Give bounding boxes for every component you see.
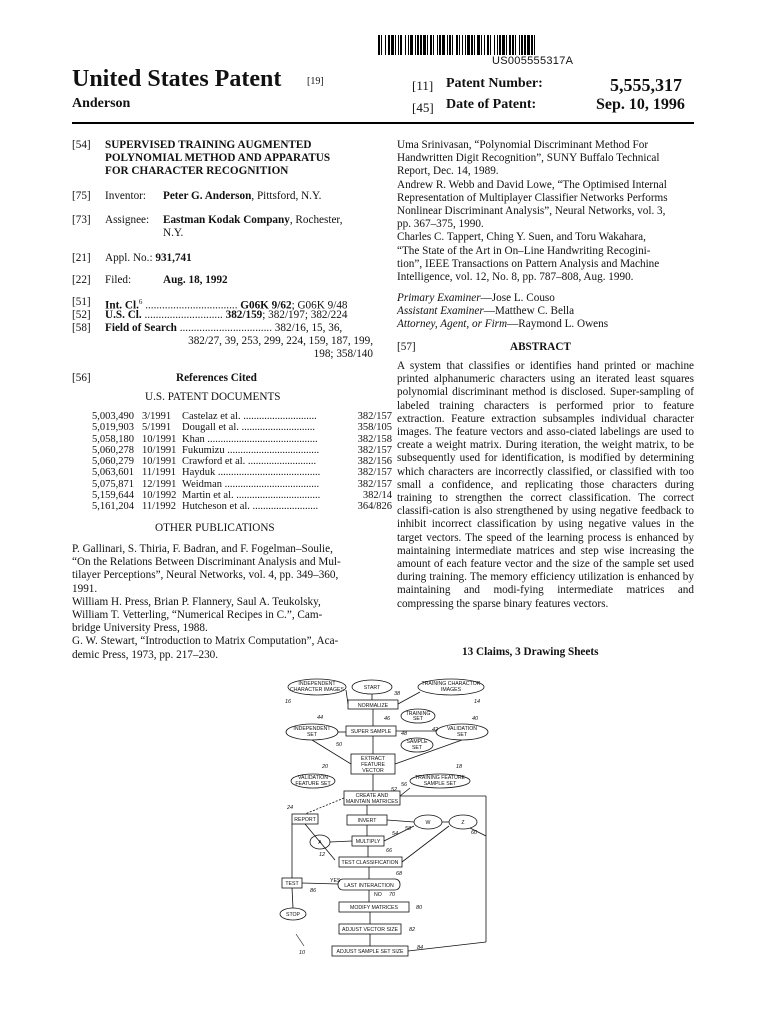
search-field: Field of Search ................................. 382/16, 15, 36, [105, 322, 343, 334]
reference-cell: 12/1991 [142, 478, 177, 490]
publication-line: Handwritten Digit Recognition”, SUNY Buffalo Technical [397, 152, 660, 165]
reference-cell: 5,159,644 [92, 490, 134, 502]
reference-cell: 5/1991 [142, 422, 172, 434]
sample-set-label-1: SAMPLE [406, 739, 428, 745]
patent-number-label: Patent Number: [446, 76, 543, 91]
publication-line: pp. 367–375, 1990. [397, 218, 484, 231]
reference-cell: 10/1991 [142, 433, 177, 445]
reference-cell: Castelaz et al. ............................ [182, 411, 317, 422]
reference-row [92, 445, 392, 456]
reference-cell: 382/158 [357, 433, 392, 445]
header-rule [72, 122, 694, 124]
ref-66: 66 [386, 848, 393, 854]
adjust-vector-label: ADJUST VECTOR SIZE [341, 927, 399, 933]
search-field-line-2: 382/27, 39, 253, 299, 224, 159, 187, 199, [188, 335, 373, 347]
uscl-field: U.S. Cl. ............................ 382/159; 382/197; 382/224 [105, 309, 348, 321]
other-publications-heading: OTHER PUBLICATIONS [155, 522, 275, 534]
publication-line: Nonlinear Discriminant Analysis”, Neural Networks, vol. 3, [397, 205, 666, 218]
publication-line: Report, Dec. 14, 1989. [397, 165, 499, 178]
training-feature-label-1: TRAINING FEATURE [414, 775, 466, 781]
patent-title-heading: United States Patent [72, 66, 282, 92]
publication-line: tilayer Perceptions”, Neural Networks, vol. 4, pp. 349–360, [72, 569, 339, 582]
publication-line: bridge University Press, 1988. [72, 622, 208, 635]
multiply-label: MULTIPLY [355, 839, 381, 845]
independent-set-label-1: INDEPENDENT [293, 726, 331, 732]
publication-line: P. Gallinari, S. Thiria, F. Badran, and F. Fogelman–Soulie, [72, 543, 333, 555]
reference-cell: 5,060,278 [92, 444, 134, 456]
z-label: Z [461, 820, 465, 826]
ref-56: 56 [401, 782, 408, 788]
other-publications-left [72, 543, 374, 662]
ref-16: 16 [285, 699, 292, 705]
training-images-label-2: IMAGES [440, 687, 462, 693]
publication-line: Representation of Multiplayer Classifier Networks Performs [397, 191, 668, 204]
reference-cell: 11/1991 [142, 467, 177, 479]
assignee-field-label: Assignee: [105, 214, 150, 226]
references-heading: References Cited [176, 372, 257, 384]
extract-feature-label-3: VECTOR [362, 768, 384, 774]
training-feature-label-2: SAMPLE SET [423, 781, 457, 787]
barcode [378, 35, 690, 55]
reference-cell: 11/1992 [142, 501, 177, 513]
ref-46: 46 [384, 716, 391, 722]
invention-title-line-1: SUPERVISED TRAINING AUGMENTED [105, 139, 312, 151]
publication-line: demic Press, 1973, pp. 217–230. [72, 648, 219, 661]
publication-line: “The State of the Art in On–Line Handwriting Recogini- [397, 244, 651, 257]
reference-cell: 358/105 [357, 422, 392, 434]
ref-84: 84 [417, 945, 424, 951]
ref-42: 42 [432, 727, 439, 733]
validation-set-label-1: VALIDATION [446, 726, 478, 732]
reference-cell: Martin et al. ................................ [182, 490, 321, 502]
test-label: TEST [285, 881, 299, 887]
ref-38: 38 [394, 691, 401, 697]
start-label: START [363, 685, 381, 691]
ref-82: 82 [409, 927, 416, 933]
test-classification-label: TEST CLASSIFICATION [341, 860, 399, 866]
other-publications-right [397, 139, 694, 284]
reference-cell: 382/157 [357, 411, 392, 422]
independent-set-label-2: SET [306, 732, 318, 738]
search-field-code: [58] [72, 322, 91, 334]
assignee-field-code: [73] [72, 214, 91, 226]
ref-48: 48 [401, 731, 408, 737]
filed-field-code: [22] [72, 274, 91, 286]
training-set-label-1: TRAINING [405, 711, 431, 717]
patent-number: 5,555,317 [610, 75, 682, 95]
date-code: [45] [412, 100, 434, 115]
ref-68: 68 [396, 871, 403, 877]
patent-number-code: [11] [412, 78, 434, 93]
primary-examiner: Primary Examiner—Jose L. Couso [397, 292, 555, 304]
publication-line: Uma Srinivasan, “Polynomial Discriminant Method For [397, 139, 649, 151]
assistant-examiner: Assistant Examiner—Matthew C. Bella [397, 305, 575, 317]
reference-row [92, 490, 392, 501]
independent-images-label-2: CHARACTER IMAGES [290, 687, 344, 693]
intcl-field-code: [51] [72, 296, 91, 308]
adjust-sample-label: ADJUST SAMPLE SET SIZE [336, 949, 404, 955]
extract-feature-label-1: EXTRACT [360, 756, 386, 762]
appl-field-code: [21] [72, 252, 91, 264]
reference-cell: 5,063,601 [92, 467, 134, 479]
reference-cell: Weidman .................................... [182, 478, 320, 490]
references-code: [56] [72, 372, 91, 384]
reference-cell: 5,058,180 [92, 433, 134, 445]
ref-58: 58 [405, 826, 412, 832]
reference-cell: 10/1992 [142, 490, 177, 502]
abstract-heading: ABSTRACT [510, 341, 571, 353]
reference-cell: Hutcheson et al. ......................... [182, 501, 319, 513]
inventor-field-code: [75] [72, 190, 91, 202]
reference-row [92, 456, 392, 467]
no-label: NO [374, 892, 382, 898]
patent-date: Sep. 10, 1996 [596, 96, 685, 113]
filed-field-value: Aug. 18, 1992 [163, 274, 228, 286]
w-label: W [425, 820, 431, 826]
flowchart-figure [270, 672, 500, 964]
invention-title-line-3: FOR CHARACTER RECOGNITION [105, 165, 289, 177]
reference-cell: Khan .......................................... [182, 433, 318, 445]
modify-matrices-label: MODIFY MATRICES [350, 905, 398, 911]
ref-52: 52 [391, 787, 398, 793]
reference-cell: 382/156 [357, 456, 392, 468]
ref-80: 80 [416, 905, 423, 911]
reference-cell: 382/14 [362, 490, 392, 502]
publication-line: “On the Relations Between Discriminant Analysis and Mul- [72, 556, 341, 569]
title-code: [19] [307, 76, 324, 87]
create-matrices-label-2: MAINTAIN MATRICES [345, 799, 399, 805]
us-patent-documents-heading: U.S. PATENT DOCUMENTS [145, 391, 281, 403]
reference-cell: Dougall et al. ............................ [182, 422, 315, 434]
report-label: REPORT [294, 817, 316, 823]
reference-row [92, 479, 392, 490]
reference-cell: 382/157 [357, 467, 392, 479]
publication-line: tion”, IEEE Transactions on Pattern Analysis and Machine [397, 257, 660, 270]
ref-86: 86 [310, 888, 317, 894]
ref-60: 60 [471, 830, 478, 836]
ref-44: 44 [317, 715, 324, 721]
reference-cell: 5,075,871 [92, 478, 134, 490]
document-number: US005555317A [492, 55, 574, 67]
last-interaction-label: LAST INTERACTION [344, 883, 394, 889]
invention-title-line-2: POLYNOMIAL METHOD AND APPARATUS [105, 152, 331, 164]
search-field-line-3: 198; 358/140 [313, 348, 373, 360]
appl-field: Appl. No.: 931,741 [105, 252, 192, 264]
reference-cell: 3/1991 [142, 411, 172, 422]
reference-cell: Crawford et al. .......................... [182, 456, 317, 468]
date-label: Date of Patent: [446, 97, 537, 112]
ref-54: 54 [392, 831, 399, 837]
reference-cell: 10/1991 [142, 456, 177, 468]
reference-cell: Fukumizu ................................... [182, 444, 320, 456]
ref-20: 20 [322, 764, 329, 770]
invert-label: INVERT [357, 818, 377, 824]
reference-cell: 5,019,903 [92, 422, 134, 434]
intcl-field: Int. Cl.$^6$ ................................. G06K 9/62; G06K 9/48 [105, 298, 348, 312]
reference-row [92, 434, 392, 445]
ref-70: 70 [389, 892, 396, 898]
extract-feature-label-2: FEATURE [361, 762, 385, 768]
reference-row [92, 501, 392, 512]
ref-40: 40 [472, 716, 479, 722]
ref-50: 50 [336, 742, 343, 748]
claims-summary: 13 Claims, 3 Drawing Sheets [462, 646, 599, 658]
publication-line: 1991. [72, 582, 98, 595]
us-patent-documents-table [92, 411, 392, 513]
reference-cell: Hayduk ....................................... [182, 467, 321, 479]
assignee-field-value-line-2: N.Y. [163, 227, 184, 239]
stop-label: STOP [285, 912, 301, 918]
ref-12: 12 [319, 852, 326, 858]
reference-cell: 382/157 [357, 478, 392, 490]
reference-cell: 5,060,279 [92, 456, 134, 468]
super-sample-label: SUPER SAMPLE [350, 729, 392, 735]
publication-line: William T. Vetterling, “Numerical Recipes in C.”, Cam- [72, 609, 323, 622]
yes-label: YES [330, 878, 341, 884]
filed-field-label: Filed: [105, 274, 132, 286]
ref-10: 10 [299, 950, 306, 956]
reference-cell: 382/157 [357, 444, 392, 456]
validation-set-label-2: SET [456, 732, 468, 738]
sample-set-label-2: SET [411, 745, 423, 751]
validation-feature-label-1: VALIDATION [297, 775, 329, 781]
reference-row [92, 422, 392, 433]
validation-feature-label-2: FEATURE SET [295, 781, 331, 787]
publication-line: G. W. Stewart, “Introduction to Matrix Computation”, Aca- [72, 635, 339, 648]
uscl-field-code: [52] [72, 309, 91, 321]
publication-line: Intelligence, vol. 12, No. 8, pp. 787–808, Aug. 1990. [397, 271, 634, 284]
publication-line: Andrew R. Webb and David Lowe, “The Optimised Internal [397, 178, 667, 191]
inventor-field-value: Peter G. Anderson, Pittsford, N.Y. [163, 190, 322, 202]
publication-line: Charles C. Tappert, Ching Y. Suen, and Toru Wakahara, [397, 231, 646, 244]
reference-cell: 5,003,490 [92, 411, 134, 422]
reference-cell: 5,161,204 [92, 501, 134, 513]
abstract-code: [57] [397, 341, 416, 353]
publication-line: William H. Press, Brian P. Flannery, Saul A. Teukolsky, [72, 595, 321, 608]
attorney: Attorney, Agent, or Firm—Raymond L. Owens [397, 318, 609, 330]
ref-18: 18 [456, 764, 463, 770]
normalize-label: NORMALIZE [357, 703, 389, 709]
inventor-surname: Anderson [72, 96, 131, 111]
create-matrices-label-1: CREATE AND [355, 793, 389, 799]
independent-images-label-1: INDEPENDENT [298, 681, 336, 687]
reference-cell: 10/1991 [142, 444, 177, 456]
assignee-field-value: Eastman Kodak Company, Rochester, [163, 214, 343, 226]
training-set-label-2: SET [412, 716, 424, 722]
training-images-label-1: TRAINING CHARACTOR [421, 681, 481, 687]
ref-14: 14 [474, 699, 481, 705]
a-label: A [318, 840, 322, 846]
abstract-text: A system that classifies or identifies hand printed or machine printed alphanumeric characters using an iterated least squares polynomial discriminant method is disclosed. Super-sampling of labeled training characters is performed prior to feature extraction. Feature extraction subsamples individual character images. The feature vectors and asso-ciated labelings are used to create a weight matrix. During iteration, the weight matrix, to be subsequently used for identification, is modified by determining which characters are incorrectly classified, or classified with too small a confidence, and replicating those characters during training to strengthen the correct classification. The correct classifi-cation is also strengthened by using negative feedback to inhibit incorrect classification by using negative values in the target vectors. The speed of the learning process is enhanced by maintaining intermediate matrices and step wise increasing the amount of each feature vector and the size of the sample set used during training. The memory efficiency utilization is enhanced by maintaining and modi-fying intermediate matrices and compressing the sparse binary features vectors. [397, 360, 694, 610]
reference-cell: 364/826 [357, 501, 392, 513]
ref-24: 24 [287, 805, 294, 811]
inventor-field-label: Inventor: [105, 190, 147, 202]
title-field-code: [54] [72, 139, 91, 151]
reference-row [92, 411, 392, 422]
reference-row [92, 467, 392, 478]
